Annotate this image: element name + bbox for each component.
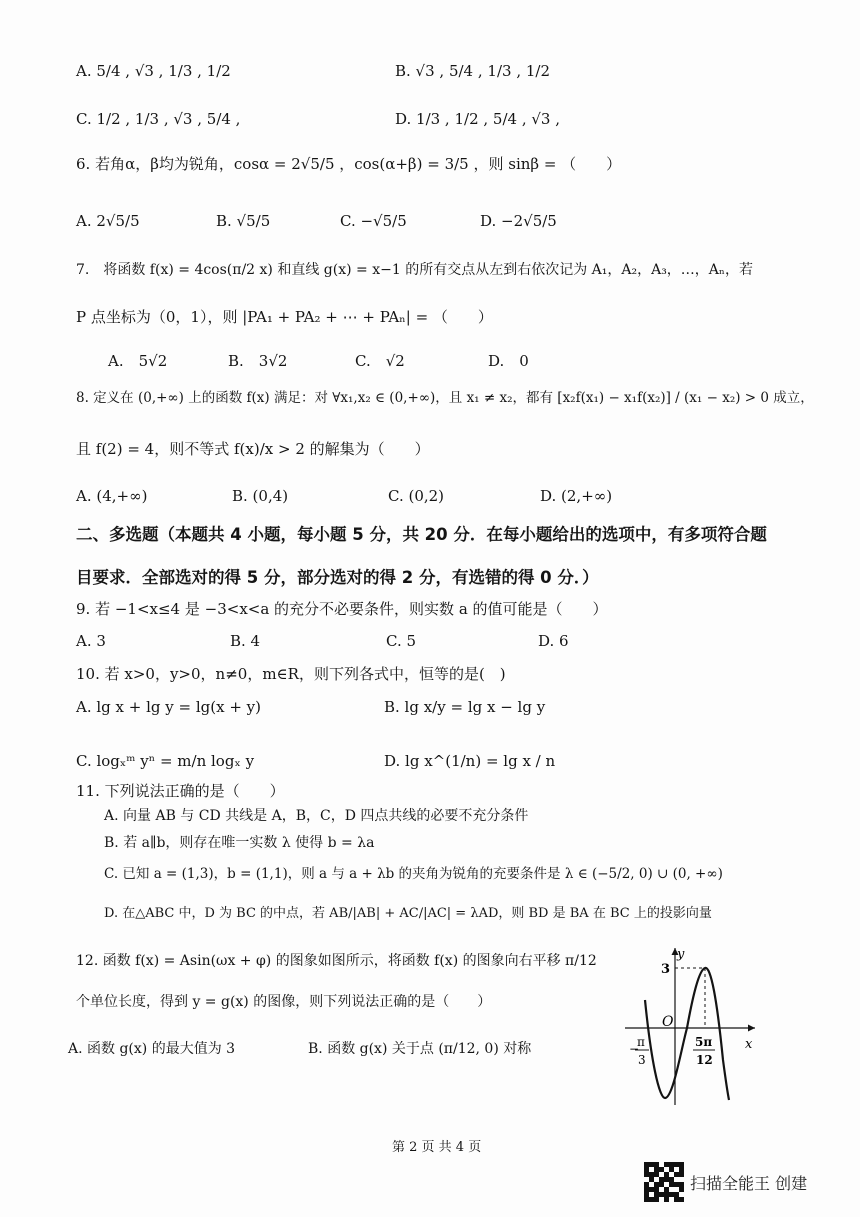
y-axis-label: y (677, 947, 685, 962)
q6-option-c: C. −√5/5 (340, 212, 407, 230)
scanner-app-label: 扫描全能王 创建 (690, 1173, 808, 1193)
q12-option-a: A. 函数 g(x) 的最大值为 3 (68, 1041, 236, 1057)
q6-option-b: B. √5/5 (216, 212, 271, 230)
q10-option-a: A. lg x + lg y = lg(x + y) (76, 698, 261, 716)
q11-option-b: B. 若 a∥b，则存在唯一实数 λ 使得 b = λa (104, 835, 375, 851)
q8-line2: 且 f(2) = 4，则不等式 f(x)/x > 2 的解集为（ ） (76, 440, 430, 458)
q8-option-a: A. (4,+∞) (76, 487, 148, 505)
q5-option-d: D. 1/3 , 1/2 , 5/4 , √3 , (395, 110, 560, 128)
q8-option-c: C. (0,2) (388, 487, 445, 505)
x-tick-right-num: 5π (695, 1035, 713, 1049)
q9-option-a: A. 3 (76, 632, 106, 650)
q7-option-c: C. √2 (355, 352, 405, 370)
q6-stem: 6. 若角α，β均为锐角，cosα = 2√5/5 ，cos(α+β) = 3/5 ，则 sinβ = （ ） (76, 155, 622, 173)
section2-heading-line1: 二、多选题（本题共 4 小题，每小题 5 分，共 20 分．在每小题给出的选项中，有多项符合题 (76, 525, 767, 544)
x-tick-right-den: 12 (696, 1053, 713, 1067)
q10-option-d: D. lg x^(1/n) = lg x / n (384, 752, 556, 770)
q7-option-b: B. 3√2 (228, 352, 288, 370)
q9-option-c: C. 5 (386, 632, 417, 650)
q9-option-b: B. 4 (230, 632, 261, 650)
q7-option-a: A. 5√2 (108, 352, 168, 370)
q11-option-d: D. 在△ABC 中，D 为 BC 的中点，若 AB/|AB| + AC/|AC| = λAD，则 BD 是 BA 在 BC 上的投影向量 (104, 906, 712, 921)
sine-graph (615, 940, 765, 1110)
sine-curve (645, 968, 729, 1100)
x-tick-left-sign: − (629, 1042, 640, 1056)
y-tick-label: 3 (661, 962, 671, 977)
x-tick-left-den: 3 (638, 1053, 646, 1067)
q11-option-a: A. 向量 AB 与 CD 共线是 A，B，C，D 四点共线的必要不充分条件 (104, 808, 529, 824)
q5-option-a: A. 5/4 , √3 , 1/3 , 1/2 (76, 62, 231, 80)
q10-stem: 10. 若 x>0，y>0，n≠0，m∈R，则下列各式中，恒等的是( ) (76, 665, 506, 683)
qr-code-icon (644, 1162, 684, 1202)
q8-line1: 8. 定义在 (0,+∞) 上的函数 f(x) 满足：对 ∀x₁,x₂ ∈ (0,+∞)，且 x₁ ≠ x₂，都有 [x₂f(x₁) − x₁f(x₂)] / (x₁ − x₂) > 0 成立， (76, 390, 814, 406)
q5-option-b: B. √3 , 5/4 , 1/3 , 1/2 (395, 62, 550, 80)
q5-option-c: C. 1/2 , 1/3 , √3 , 5/4 , (76, 110, 241, 128)
q7-line1: 7. 将函数 f(x) = 4cos(π/2 x) 和直线 g(x) = x−1 的所有交点从左到右依次记为 A₁，A₂，A₃，…，Aₙ，若 (76, 262, 753, 278)
q10-option-c: C. logₓᵐ yⁿ = m/n logₓ y (76, 752, 255, 770)
q10-option-b: B. lg x/y = lg x − lg y (384, 698, 546, 716)
x-tick-left-num: π (637, 1035, 645, 1049)
q7-line2: P 点坐标为（0，1），则 |PA₁ + PA₂ + ⋯ + PAₙ| = （ ） (76, 308, 493, 326)
q11-option-c: C. 已知 a = (1,3)，b = (1,1)，则 a 与 a + λb 的夹角为锐角的充要条件是 λ ∈ (−5/2, 0) ∪ (0, +∞) (104, 866, 723, 882)
page-footer: 第 2 页 共 4 页 (392, 1140, 482, 1155)
q8-option-d: D. (2,+∞) (540, 487, 613, 505)
q9-stem: 9. 若 −1<x≤4 是 −3<x<a 的充分不必要条件，则实数 a 的值可能是（ ） (76, 600, 608, 618)
x-axis-label: x (745, 1037, 753, 1052)
q6-option-a: A. 2√5/5 (76, 212, 140, 230)
q12-option-b: B. 函数 g(x) 关于点 (π/12, 0) 对称 (308, 1041, 532, 1057)
section2-heading-line2: 目要求．全部选对的得 5 分，部分选对的得 2 分，有选错的得 0 分．） (76, 568, 599, 587)
origin-label: O (662, 1014, 674, 1030)
q6-option-d: D. −2√5/5 (480, 212, 557, 230)
q12-line2: 个单位长度，得到 y = g(x) 的图像，则下列说法正确的是（ ） (76, 994, 492, 1010)
q8-option-b: B. (0,4) (232, 487, 289, 505)
scanner-watermark (644, 1162, 807, 1202)
q11-stem: 11. 下列说法正确的是（ ） (76, 782, 285, 800)
q7-option-d: D. 0 (488, 352, 529, 370)
q9-option-d: D. 6 (538, 632, 569, 650)
q12-line1: 12. 函数 f(x) = Asin(ωx + φ) 的图象如图所示，将函数 f(x) 的图象向右平移 π/12 (76, 953, 597, 969)
